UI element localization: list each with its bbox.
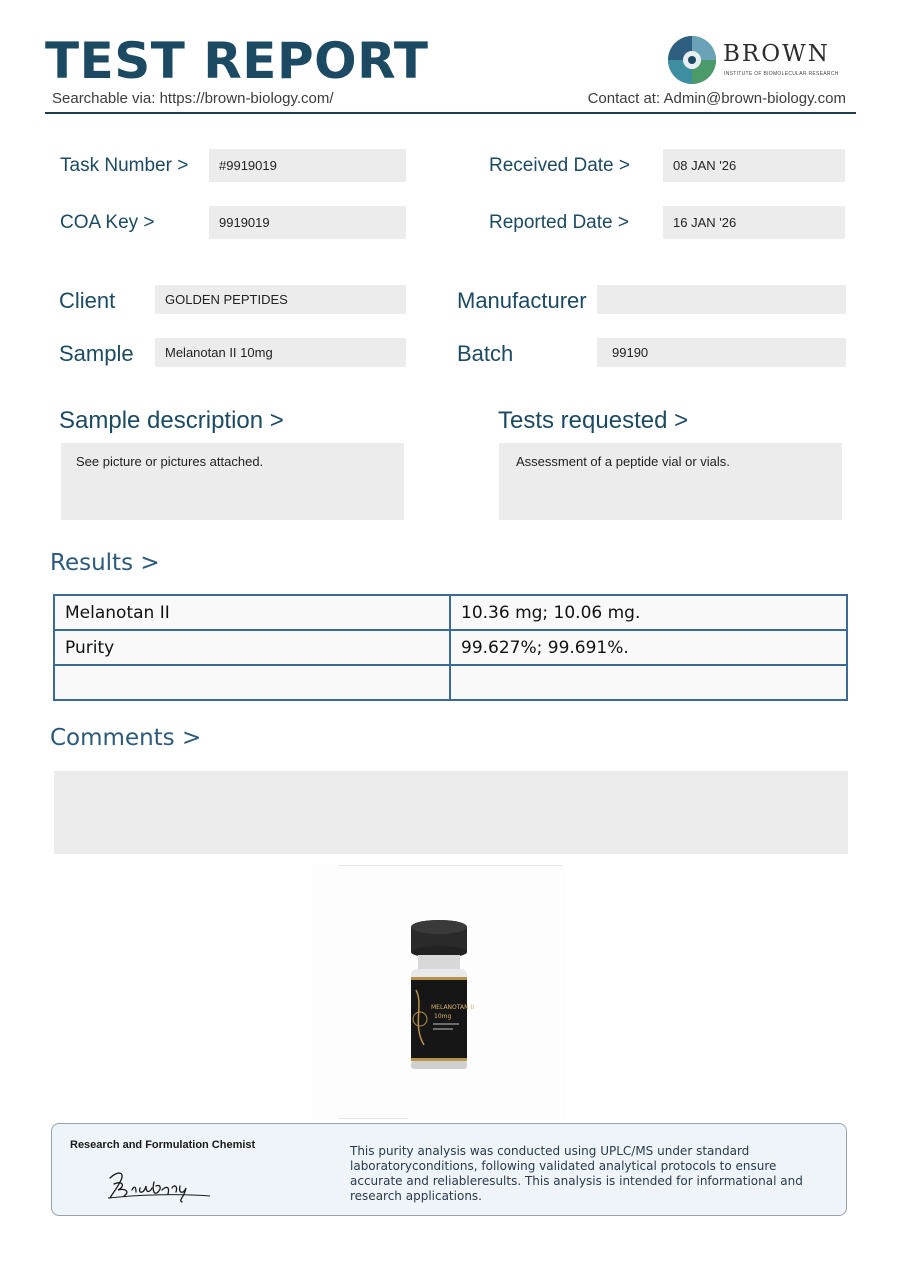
logo-wordmark: BROWN bbox=[723, 41, 830, 67]
vial-label-text: MELANOTAN II bbox=[431, 1004, 475, 1011]
footer-panel bbox=[51, 1123, 847, 1216]
result-value-cell bbox=[450, 665, 847, 700]
sample-description-box: See picture or pictures attached. bbox=[61, 443, 404, 520]
result-value-cell: 10.36 mg; 10.06 mg. bbox=[450, 595, 847, 630]
task-number-value: #9919019 bbox=[209, 149, 406, 182]
manufacturer-label: Manufacturer bbox=[457, 288, 587, 313]
contact-email: Contact at: Admin@brown-biology.com bbox=[587, 90, 846, 107]
result-name-cell bbox=[54, 665, 450, 700]
received-date-value: 08 JAN '26 bbox=[663, 149, 845, 182]
table-row bbox=[54, 630, 847, 665]
table-row bbox=[54, 595, 847, 630]
results-title: Results > bbox=[50, 550, 160, 576]
batch-label: Batch bbox=[457, 341, 514, 366]
comments-box bbox=[54, 771, 848, 854]
sample-description-title: Sample description > bbox=[59, 407, 284, 434]
reported-date-value: 16 JAN '26 bbox=[663, 206, 845, 239]
comments-title: Comments > bbox=[50, 725, 202, 751]
table-row bbox=[54, 665, 847, 700]
task-number-label: Task Number > bbox=[60, 155, 189, 176]
analysis-disclaimer: This purity analysis was conducted using UPLC/MS under standard laboratoryconditions, following validated analytical protocols to ensure accurate and reliableresults. This analysis is intended for informational and research applications. bbox=[350, 1144, 803, 1203]
tests-requested-title: Tests requested > bbox=[498, 407, 689, 434]
result-value-cell: 99.627%; 99.691%. bbox=[450, 630, 847, 665]
svg-text:10mg: 10mg bbox=[434, 1013, 452, 1020]
header-divider bbox=[45, 112, 856, 114]
received-date-label: Received Date > bbox=[489, 155, 630, 176]
searchable-url: Searchable via: https://brown-biology.com/ bbox=[52, 90, 334, 107]
report-title: TEST REPORT bbox=[45, 32, 429, 90]
results-table bbox=[53, 594, 848, 701]
client-value: GOLDEN PEPTIDES bbox=[155, 285, 406, 314]
client-label: Client bbox=[59, 288, 116, 313]
sample-photo bbox=[312, 865, 565, 1120]
batch-value: 99190 bbox=[597, 338, 846, 367]
coa-key-value: 9919019 bbox=[209, 206, 406, 239]
logo-emblem-icon bbox=[667, 35, 717, 85]
result-name-cell: Melanotan II bbox=[54, 595, 450, 630]
sample-label: Sample bbox=[59, 341, 134, 366]
coa-key-label: COA Key > bbox=[60, 212, 155, 233]
chemist-signature bbox=[104, 1164, 214, 1204]
result-name-cell: Purity bbox=[54, 630, 450, 665]
reported-date-label: Reported Date > bbox=[489, 212, 629, 233]
tests-requested-box: Assessment of a peptide vial or vials. bbox=[499, 443, 842, 520]
manufacturer-value bbox=[597, 285, 846, 314]
sample-value: Melanotan II 10mg bbox=[155, 338, 406, 367]
logo-tagline: INSTITUTE OF BIOMOLECULAR RESEARCH bbox=[724, 71, 839, 77]
chemist-label: Research and Formulation Chemist bbox=[70, 1139, 256, 1151]
peptide-vial-image bbox=[312, 865, 565, 1120]
brown-logo bbox=[667, 35, 857, 85]
